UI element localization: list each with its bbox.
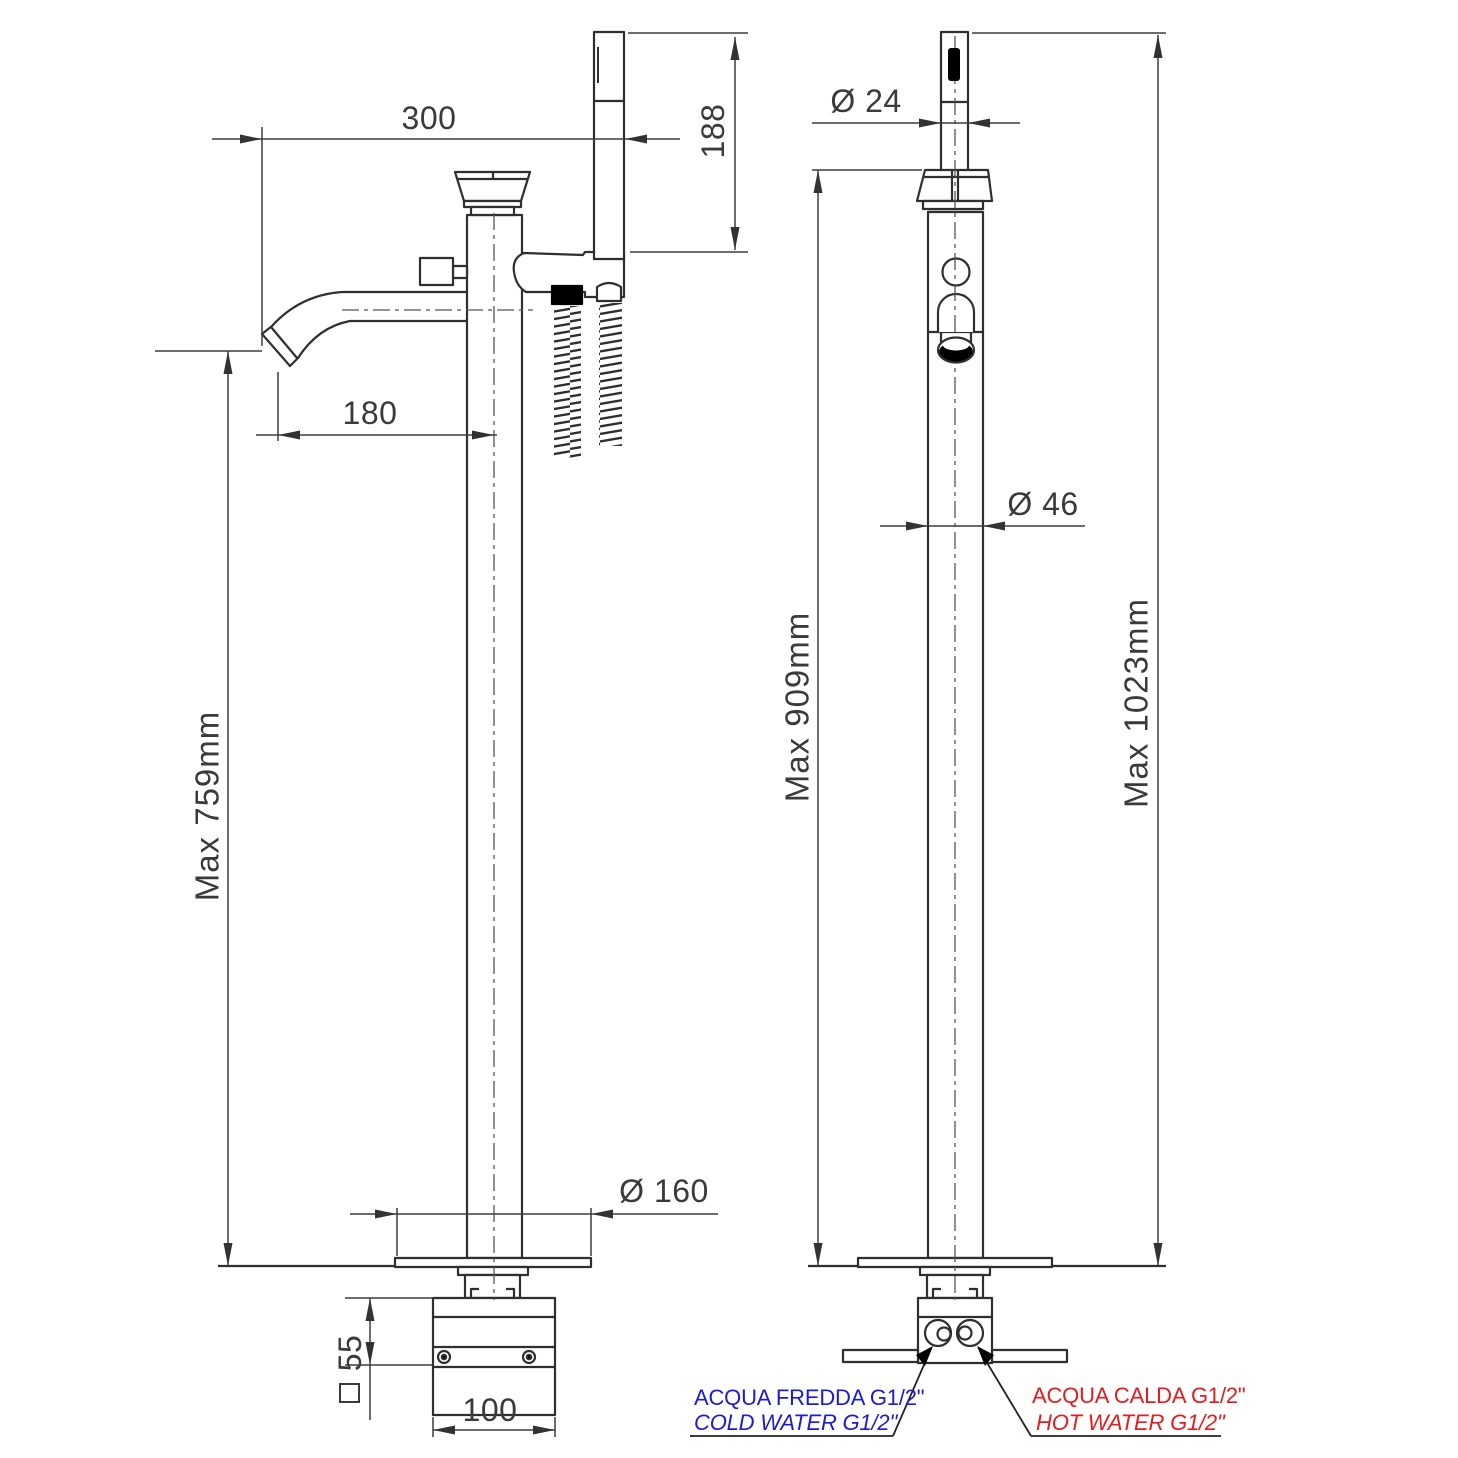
dimension-lines (155, 33, 1166, 1437)
dim-label-180: 180 (342, 395, 398, 431)
base-tab-left (843, 1350, 918, 1362)
centerlines (342, 36, 955, 1300)
dim-909-line (812, 170, 922, 1266)
plate-collar-front (458, 1267, 528, 1275)
base-shaft-front (465, 1275, 520, 1298)
dim-label-diameter-46: Ø 46 (1007, 486, 1079, 522)
arrow (906, 522, 928, 531)
arrow (366, 1298, 375, 1321)
arrow (533, 1426, 555, 1435)
arrow (731, 37, 740, 60)
hose-fitting-left (552, 286, 582, 304)
hose-coil-left (554, 306, 581, 458)
arrow (433, 1426, 455, 1435)
dim-label-188: 188 (695, 103, 731, 159)
arrow (375, 1210, 397, 1219)
arrow (240, 135, 262, 144)
wand-spray-slot (948, 48, 960, 81)
square-section-symbol (339, 1383, 360, 1403)
dim-label-diameter-160: Ø 160 (619, 1173, 709, 1209)
diverter-button-side (943, 259, 970, 286)
floor-plate-front (395, 1258, 591, 1267)
arrow (919, 119, 941, 128)
side-view (808, 32, 1166, 1363)
base-screw-left-dot (442, 1355, 446, 1359)
dim-label-diameter-24: Ø 24 (830, 83, 902, 119)
dim-label-max-1023: Max 1023mm (1117, 598, 1155, 808)
arrow (224, 1243, 233, 1266)
hot-water-label-it: ACQUA CALDA G1/2" (1032, 1383, 1246, 1408)
arrow (731, 227, 740, 250)
dim-160-line (350, 1208, 718, 1256)
arrow (814, 1243, 823, 1266)
arrow (1154, 1243, 1163, 1266)
base-screw-right-dot (527, 1355, 531, 1359)
cold-water-label-en: COLD WATER G1/2" (694, 1410, 898, 1435)
front-view (218, 32, 624, 1415)
hot-water-label-en: HOT WATER G1/2" (1036, 1410, 1225, 1435)
hose-coil-right (599, 303, 622, 446)
arrow (278, 431, 300, 440)
arrow (224, 351, 233, 374)
dimension-arrows (224, 35, 1163, 1435)
spout-side (938, 294, 974, 332)
handle-side-band (923, 201, 983, 209)
dim-label-300: 300 (401, 100, 457, 136)
arrow (983, 522, 1005, 531)
arrow (968, 119, 990, 128)
dim-label-55: 55 (332, 1334, 368, 1372)
diverter-knob (420, 258, 453, 285)
base-tab-right (992, 1350, 1067, 1362)
arrow (814, 170, 823, 193)
arrow (625, 135, 647, 144)
hose-fitting-right (597, 283, 621, 301)
arrow (591, 1210, 613, 1219)
diverter-connector (453, 266, 467, 278)
arrow (1154, 35, 1163, 58)
handle-front-ring (471, 207, 514, 215)
cold-water-label-it: ACQUA FREDDA G1/2" (694, 1385, 925, 1410)
dim-label-max-909: Max 909mm (778, 611, 816, 803)
dim-label-100: 100 (462, 1392, 518, 1428)
dim-label-max-759: Max 759mm (188, 710, 226, 902)
